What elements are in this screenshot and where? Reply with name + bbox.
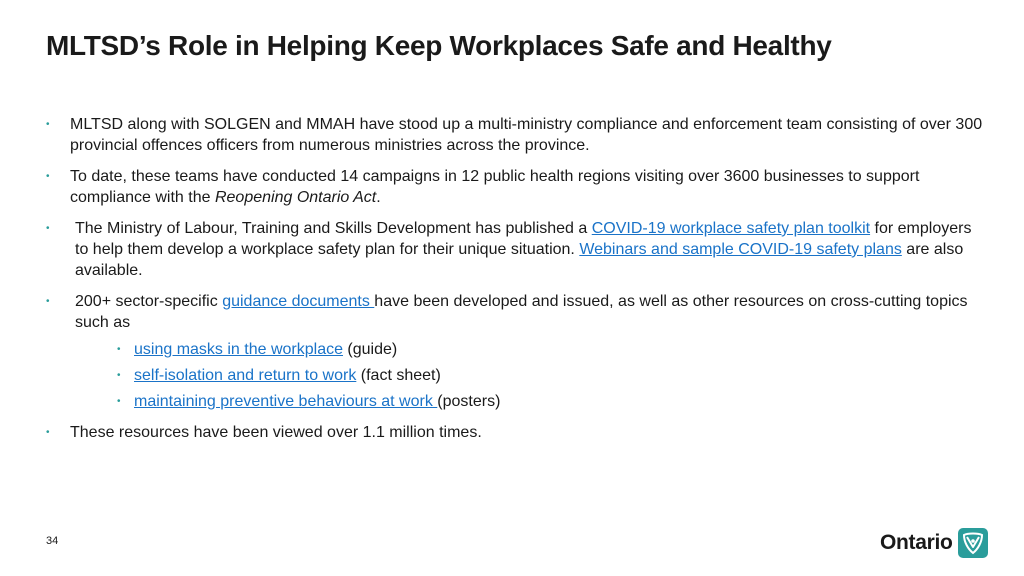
- bullet-icon: •: [46, 171, 50, 182]
- bullet-item: [44, 291, 984, 412]
- toolkit-link[interactable]: COVID-19 workplace safety plan toolkit: [591, 220, 871, 237]
- preventive-behaviours-link[interactable]: maintaining preventive behaviours at work: [134, 393, 438, 410]
- bullet-text: MLTSD along with SOLGEN and MMAH have stood up a multi-ministry compliance and enforcement team consisting of over 300 provincial offences officers from numerous ministries across the province.: [70, 116, 983, 154]
- trillium-icon: [958, 528, 988, 558]
- bullet-icon: •: [46, 223, 50, 234]
- bullet-icon: •: [46, 296, 50, 307]
- sub-bullet-text: (guide): [342, 341, 398, 358]
- webinars-link[interactable]: Webinars and sample COVID-19 safety plans: [579, 241, 902, 258]
- bullet-text: are also available.: [75, 241, 964, 279]
- act-name: Reopening Ontario Act: [214, 189, 377, 206]
- bullet-icon: •: [117, 396, 121, 407]
- sub-bullet-text: (fact sheet): [356, 367, 441, 384]
- page-number: 34: [46, 535, 59, 547]
- self-isolation-link[interactable]: self-isolation and return to work: [134, 367, 357, 384]
- logo-text: Ontario: [880, 531, 953, 554]
- ontario-logo: [880, 527, 988, 559]
- bullet-icon: •: [46, 119, 50, 130]
- sub-bullet-text: (posters): [437, 393, 501, 410]
- bullet-item: [44, 218, 984, 281]
- bullet-text: have been developed and issued, as well as other resources on cross-cutting topics such as: [75, 293, 968, 331]
- sub-bullet-list: [75, 339, 984, 412]
- bullet-list: [44, 114, 984, 453]
- guidance-documents-link[interactable]: guidance documents: [222, 293, 375, 310]
- bullet-text: To date, these teams have conducted 14 campaigns in 12 public health regions visiting over 3600 businesses to support compliance with the: [70, 168, 920, 206]
- sub-bullet-item: [75, 339, 984, 360]
- bullet-text: The Ministry of Labour, Training and Skills Development has published a: [75, 220, 592, 237]
- bullet-text: 200+ sector-specific: [75, 293, 223, 310]
- bullet-item: [44, 114, 984, 156]
- sub-bullet-item: [75, 365, 984, 386]
- bullet-icon: •: [117, 344, 121, 355]
- bullet-text: .: [376, 189, 381, 206]
- sub-bullet-item: [75, 391, 984, 412]
- bullet-icon: •: [46, 427, 50, 438]
- bullet-text: These resources have been viewed over 1.1 million times.: [70, 424, 482, 441]
- bullet-text: for employers to help them develop a workplace safety plan for their unique situation.: [75, 220, 972, 258]
- bullet-item: [44, 422, 984, 443]
- slide-title: MLTSD’s Role in Helping Keep Workplaces Safe and Healthy: [46, 30, 832, 61]
- masks-link[interactable]: using masks in the workplace: [134, 341, 343, 358]
- bullet-icon: •: [117, 370, 121, 381]
- bullet-item: [44, 166, 984, 208]
